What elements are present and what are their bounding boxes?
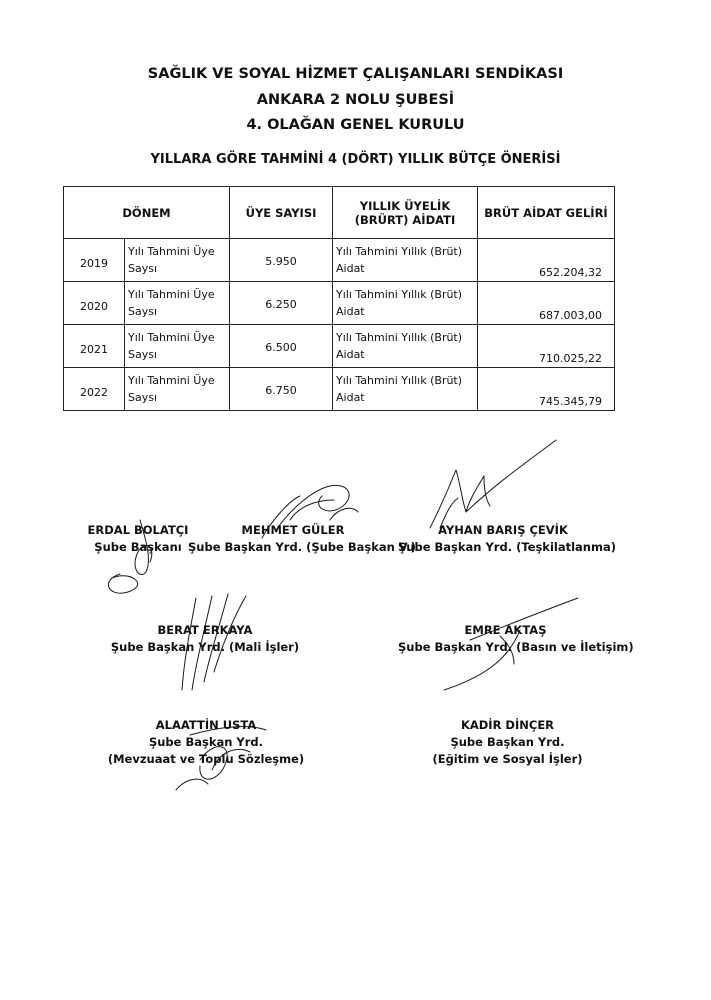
member-estimate-label: Yılı Tahmini Üye Saysı <box>125 325 230 368</box>
year-cell: 2020 <box>64 282 125 325</box>
gross-income-cell: 652.204,32 <box>478 239 615 282</box>
signatory-role-detail: (Eğitim ve Sosyal İşler) <box>432 752 583 766</box>
signatory-role: Şube Başkan Yrd. (Teşkilatlanma) <box>398 540 616 554</box>
signatory-name: EMRE AKTAŞ <box>464 623 547 637</box>
column-header-gross-income: BRÜT AİDAT GELİRİ <box>478 187 615 239</box>
signatory-block <box>415 717 600 768</box>
signatory-block <box>398 522 616 556</box>
signatory-role: Şube Başkan Yrd. <box>450 735 565 749</box>
column-header-member-count: ÜYE SAYISI <box>230 187 333 239</box>
member-count-cell: 6.500 <box>230 325 333 368</box>
gross-income-cell: 710.025,22 <box>478 325 615 368</box>
table-header-row <box>64 187 615 239</box>
signatory-name: BERAT ERKAYA <box>157 623 253 637</box>
signatory-role-detail: (Mevzuaat ve Toplu Sözleşme) <box>107 752 305 766</box>
signatory-block <box>78 522 198 556</box>
table-row <box>64 325 615 368</box>
signatory-block <box>398 622 634 656</box>
signatory-role: Şube Başkanı <box>94 540 182 554</box>
gross-income-cell: 687.003,00 <box>478 282 615 325</box>
fee-estimate-label: Yılı Tahmini Yıllık (Brüt) Aidat <box>333 282 478 325</box>
year-cell: 2022 <box>64 368 125 411</box>
fee-estimate-label: Yılı Tahmini Yıllık (Brüt) Aidat <box>333 325 478 368</box>
signatory-block <box>110 622 300 656</box>
signatory-role: Şube Başkan Yrd. (Basın ve İletişim) <box>398 640 634 654</box>
fee-estimate-label: Yılı Tahmini Yıllık (Brüt) Aidat <box>333 368 478 411</box>
union-name: SAĞLIK VE SOYAL HİZMET ÇALIŞANLARI SENDİKASI <box>147 66 564 82</box>
signatory-name: ERDAL BOLATÇI <box>87 523 189 537</box>
table-row <box>64 282 615 325</box>
year-cell: 2019 <box>64 239 125 282</box>
signatory-name: KADİR DİNÇER <box>460 718 555 732</box>
member-count-cell: 6.250 <box>230 282 333 325</box>
signature-ayhan-baris-cevik <box>430 440 556 528</box>
signatory-name: MEHMET GÜLER <box>241 523 345 537</box>
column-header-annual-fee: YILLIK ÜYELİK (BRÜRT) AİDATI <box>333 187 478 239</box>
signatory-name: ALAATTİN USTA <box>155 718 257 732</box>
table-row <box>64 368 615 411</box>
member-count-cell: 5.950 <box>230 239 333 282</box>
document-subtitle: YILLARA GÖRE TAHMİNİ 4 (DÖRT) YILLIK BÜTÇE ÖNERİSİ <box>150 152 561 167</box>
branch-name: ANKARA 2 NOLU ŞUBESİ <box>256 92 455 108</box>
member-count-cell: 6.750 <box>230 368 333 411</box>
signatory-role: Şube Başkan Yrd. (Şube Başkan V.) <box>188 540 416 554</box>
budget-table <box>63 186 615 411</box>
fee-estimate-label: Yılı Tahmini Yıllık (Brüt) Aidat <box>333 239 478 282</box>
signatory-role: Şube Başkan Yrd. (Mali İşler) <box>110 640 300 654</box>
member-estimate-label: Yılı Tahmini Üye Saysı <box>125 239 230 282</box>
gross-income-cell: 745.345,79 <box>478 368 615 411</box>
table-row <box>64 239 615 282</box>
signatory-name: AYHAN BARIŞ ÇEVİK <box>438 523 568 537</box>
signatory-block <box>188 522 416 556</box>
assembly-title: 4. OLAĞAN GENEL KURULU <box>246 117 465 133</box>
column-header-period: DÖNEM <box>64 187 230 239</box>
member-estimate-label: Yılı Tahmini Üye Saysı <box>125 368 230 411</box>
signatory-role: Şube Başkan Yrd. <box>148 735 264 749</box>
signatory-block <box>100 717 312 768</box>
member-estimate-label: Yılı Tahmini Üye Saysı <box>125 282 230 325</box>
year-cell: 2021 <box>64 325 125 368</box>
